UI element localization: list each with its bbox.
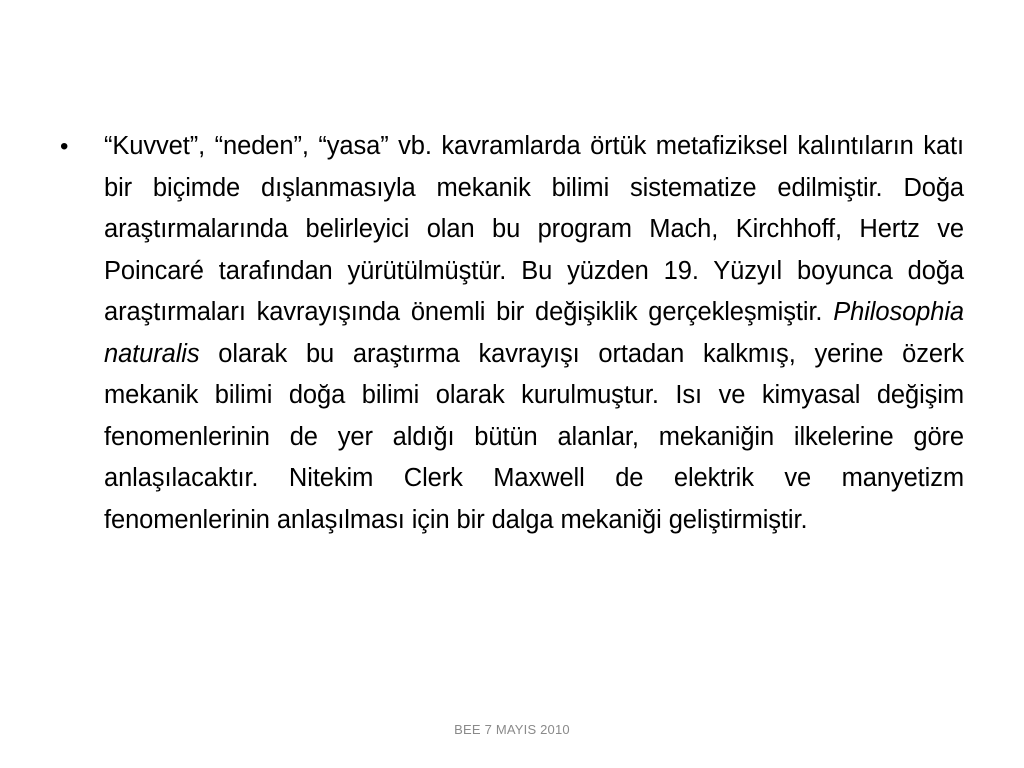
paragraph-text-part2: olarak bu araştırma kavrayışı ortadan kalkmış, yerine özerk mekanik bilimi doğa bilimi olarak kurulmuştur. Isı ve kimyasal değişim fenomenlerinin de yer aldığı bütün alanlar, mekaniğin ilkelerine göre anlaşılacaktır. Nitekim Clerk Maxwell de elektrik ve manyetizm fenomenlerinin anlaşılması için bir dalga mekaniği geliştirmiştir. (104, 339, 964, 534)
paragraph-text-part1: “Kuvvet”, “neden”, “yasa” vb. kavramlarda örtük metafiziksel kalıntıların katı bir biçimde dışlanmasıyla mekanik bilimi sistematize edilmiştir. Doğa araştırmalarında belirleyici olan bu program Mach, Kirchhoff, Hertz ve Poincaré tarafından yürütülmüştür. Bu yüzden 19. Yüzyıl boyunca doğa araştırmaları kavrayışında önemli bir değişiklik gerçekleşmiştir. (104, 132, 964, 326)
bullet-icon: • (60, 133, 69, 160)
paragraph-italic-term: Philosophia naturalis (104, 298, 964, 368)
slide-body (58, 126, 964, 541)
bullet-item (58, 126, 964, 541)
slide-footer: BEE 7 MAYIS 2010 (454, 722, 570, 737)
bullet-paragraph (104, 126, 964, 541)
